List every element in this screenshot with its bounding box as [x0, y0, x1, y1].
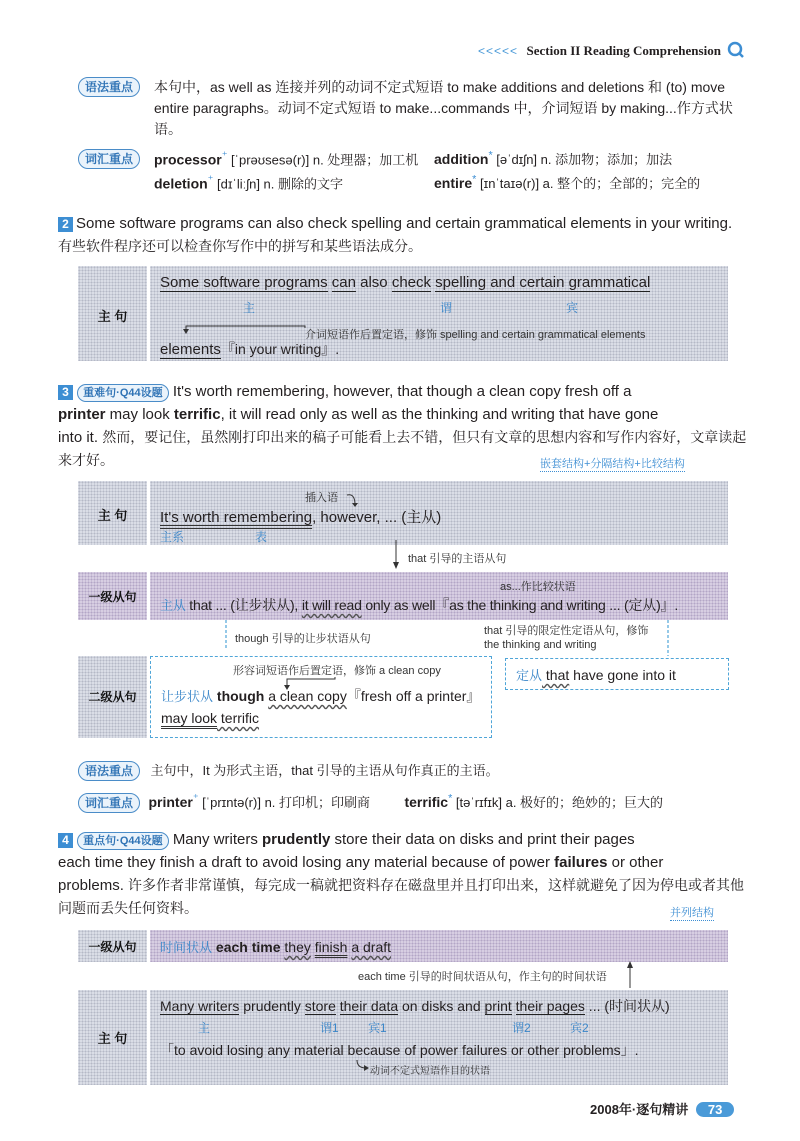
dash-arrow [220, 620, 232, 655]
arrow [624, 960, 636, 988]
arrow [390, 540, 402, 570]
s4-main-label: 主 句 [78, 990, 147, 1085]
role-label: 主 [243, 301, 256, 315]
sentence-tag: 重点句·Q44设题 [77, 832, 168, 850]
s3-lvl2-box: 形容词短语作后置定语，修饰 a clean copy 让步状从 though a clean copy『fresh off a printer』 may look terrific [150, 656, 492, 738]
grammar-text: 本句中，as well as 连接并列的动词不定式短语 to make additions and deletions 和 (to) move entire paragraphs。动词不定式短语 to make...commands 中，介词短语 by making...作方式状语。 [154, 79, 733, 137]
s3-main-box: 插入语 It's worth remembering, however, ... (主从) 主系 表 [150, 481, 728, 545]
sentence-english: Some software programs can also check spelling and certain grammatical elements in your writing. [76, 215, 733, 232]
s4-lvl1-label: 一级从句 [78, 930, 147, 962]
s3-lvl2-label: 二级从句 [78, 656, 147, 738]
vocab-s3: 词汇重点 printer⁺ [ˈprɪntə(r)] n. 打印机；印刷商 terrific* [təˈrɪfɪk] a. 极好的；绝妙的；巨大的 [78, 792, 758, 813]
role-label: 宾 [566, 301, 579, 315]
grammar-tag: 语法重点 [78, 77, 140, 97]
header-arrows: <<<<< [478, 44, 519, 58]
sentence-number: 4 [58, 833, 73, 848]
arrow [180, 314, 310, 334]
s3-lvl1-box: as...作比较状语 主从 that ... (让步状从), it will read only as well『as the thinking and writing ... (定从)』. [150, 572, 728, 620]
footer-text: 2008年·逐句精讲 [590, 1102, 689, 1117]
structure-note: 并列结构 [670, 904, 714, 921]
vocab-item: addition* [əˈdɪʃn] n. 添加物；添加；加法 [434, 149, 673, 167]
page-header [478, 41, 778, 61]
sentence-number: 2 [58, 217, 73, 232]
s2-label-box: 主 句 [78, 266, 147, 361]
s3-lvl1-label: 一级从句 [78, 572, 147, 620]
arrow [355, 1060, 369, 1074]
vocab-item: deletion⁺ [dɪˈliːʃn] n. 删除的文字 [154, 174, 343, 192]
grammar-note-s3: 语法重点 主句中，It 为形式主语，that 引导的主语从句作真正的主语。 [78, 760, 738, 781]
arrow [345, 491, 365, 507]
sentence-tag: 重难句·Q44设题 [77, 384, 168, 402]
sentence-chinese: 许多作者非常谨慎，每完成一稿就把资料存在磁盘里并且打印出来，这样就避免了因为停电或者其他问题而丢失任何资料。 [58, 877, 745, 916]
structure-note: 嵌套结构+分隔结构+比较结构 [540, 455, 685, 472]
s4-main-box: Many writers prudently store their data on disks and print their pages ... (时间状从) 主 谓1 宾1 谓2 宾2 「to avoid losing any material because of power failures or other problems」. 动词不定式短语作目的状语 [150, 990, 728, 1085]
page-footer [590, 1099, 734, 1118]
sentence-number: 3 [58, 385, 73, 400]
s4-lvl1-box: 时间状从 each time they finish a draft [150, 930, 728, 962]
s3-relative-box: 定从 that have gone into it [505, 658, 729, 690]
sentence-2 [58, 212, 748, 258]
sentence-chinese: 有些软件程序还可以检查你写作中的拼写和某些语法成分。 [58, 238, 422, 254]
sentence-4: 4 重点句·Q44设题 Many writers prudently store their data on disks and print their pages each time they finish a draft to avoid losing any material because of power failures or other problems. 许多作者非常谨慎，每完成一稿就把资料存在磁盘里并且打印出来，这样就避免了因为停电或者其他问题而丢失任何资料。 [58, 831, 745, 916]
vocab-tag: 词汇重点 [78, 149, 140, 169]
section-title: Section II Reading Comprehension [526, 43, 721, 58]
s3-main-label: 主 句 [78, 481, 147, 545]
vocab-top [78, 149, 758, 199]
s2-analysis: Some software programs can also check spelling and certain grammatical 主 谓 宾 介词短语作后置定语，修饰 spelling and certain grammatical elements elements『in your writing』. [150, 266, 728, 361]
dash-arrow [662, 620, 674, 660]
sentence-chinese: 然而，要记住，虽然刚打印出来的稿子可能看上去不错，但只有文章的思想内容和写作内容好，文章读起来才好。 [58, 429, 747, 468]
vocab-item: entire* [ɪnˈtaɪə(r)] a. 整个的；全部的；完全的 [434, 173, 701, 191]
vocab-item: processor⁺ [ˈprəʊsesə(r)] n. 处理器；加工机 [154, 150, 419, 168]
grammar-note-top [78, 77, 738, 140]
page-number: 73 [696, 1102, 734, 1117]
search-icon [727, 41, 745, 59]
sentence-3: 3 重难句·Q44设题 It's worth remembering, however, that though a clean copy fresh off a printer may look terrific, it will read only as well as the thinking and writing that have gone into it. 然而，要记住，虽然刚打印出来的稿子可能看上去不错，但只有文章的思想内容和写作内容好，文章读起来才好。 [58, 383, 747, 468]
role-label: 谓 [440, 301, 453, 315]
